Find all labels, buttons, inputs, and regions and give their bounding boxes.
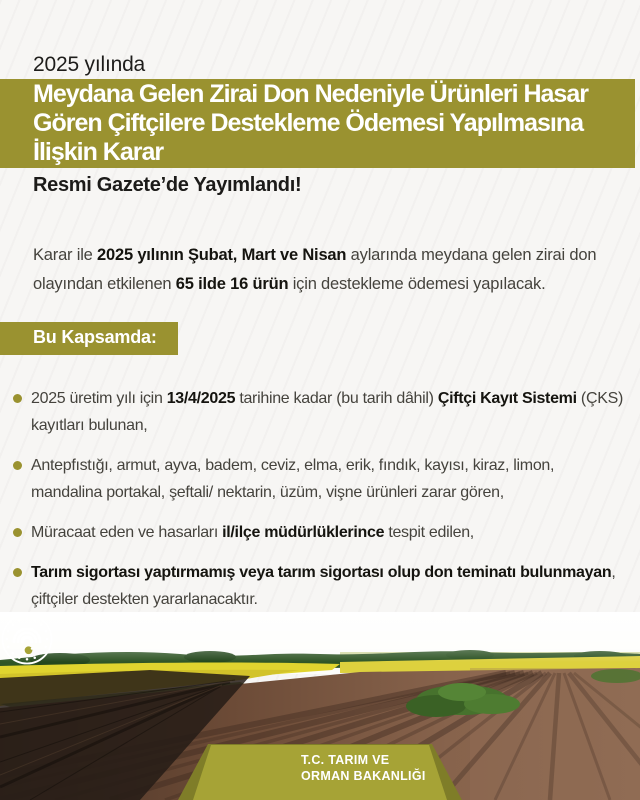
list-item: Tarım sigortası yaptırmamış veya tarım sigortası olup don teminatı bulunmayan, çiftçiler destekten yararlanacaktır. <box>0 559 640 613</box>
tc-tarim-ve-orman-bakanligi-logo <box>0 612 54 666</box>
bullet-list <box>0 385 640 626</box>
subtitle: Resmi Gazete’de Yayımlandı! <box>33 174 302 196</box>
list-item: Müracaat eden ve hasarları il/ilçe müdürlüklerince tespit edilen, <box>0 519 640 546</box>
list-item: 2025 üretim yılı için 13/4/2025 tarihine kadar (bu tarih dâhil) Çiftçi Kayıt Sistemi (ÇKS) kayıtları bulunan, <box>0 385 640 439</box>
bullet-dot-icon <box>13 568 22 577</box>
bullet-dot-icon <box>13 461 22 470</box>
ministry-name <box>301 752 426 784</box>
title-band <box>0 79 635 168</box>
ministry-name-line2: ORMAN BAKANLIĞI <box>301 769 426 783</box>
page-title: Meydana Gelen Zirai Don Nedeniyle Ürünleri Hasar Gören Çiftçilere Destekleme Ödemesi Yapılmasına İlişkin Karar <box>33 80 588 166</box>
intro-paragraph: Karar ile 2025 yılının Şubat, Mart ve Nisan aylarında meydana gelen zirai don olayından etkilenen 65 ilde 16 ürün için destekleme ödemesi yapılacak. <box>33 245 597 293</box>
bullet-dot-icon <box>13 394 22 403</box>
bullet-dot-icon <box>13 528 22 537</box>
list-item: Antepfıstığı, armut, ayva, badem, ceviz, elma, erik, fındık, kayısı, kiraz, limon, mandalina portakal, şeftali/ nektarin, üzüm, vişne ürünleri zarar gören, <box>0 452 640 506</box>
pretitle: 2025 yılında <box>33 53 146 76</box>
section-label-badge <box>0 322 178 355</box>
ministry-name-line1: T.C. TARIM VE <box>301 753 390 767</box>
field-photo <box>0 612 640 800</box>
section-label: Bu Kapsamda: <box>33 327 157 347</box>
